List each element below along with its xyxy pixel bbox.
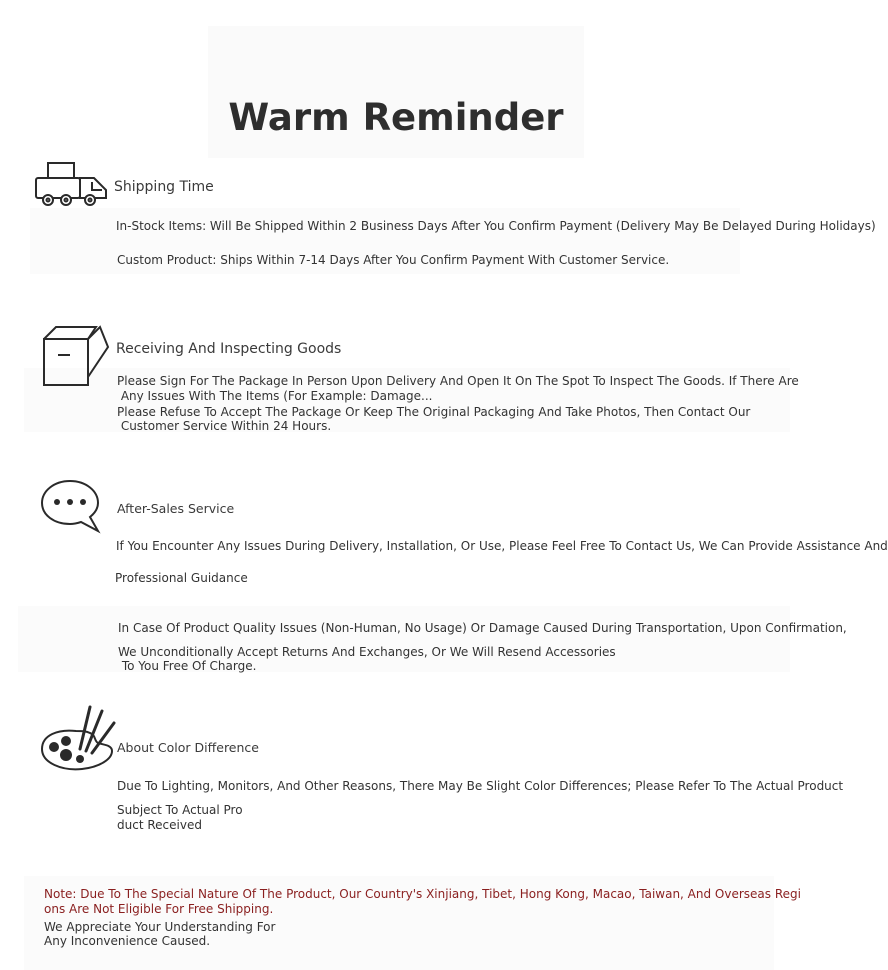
color-line-1: Due To Lighting, Monitors, And Other Reasons, There May Be Slight Color Differences; Please Refer To The Actual Product	[117, 779, 844, 793]
aftersales-line-2: Professional Guidance	[115, 571, 248, 585]
color-heading: About Color Difference	[117, 740, 259, 755]
shipping-line-2: Custom Product: Ships Within 7-14 Days After You Confirm Payment With Customer Service.	[117, 253, 670, 267]
shipping-line-1: In-Stock Items: Will Be Shipped Within 2 Business Days After You Confirm Payment (Delivery May Be Delayed During Holidays)	[116, 219, 876, 233]
color-line-3: duct Received	[117, 818, 202, 832]
aftersales-line-1: If You Encounter Any Issues During Delivery, Installation, Or Use, Please Feel Free To Contact Us, We Can Provide Assistance And	[116, 539, 888, 553]
note-line-2: ons Are Not Eligible For Free Shipping.	[44, 902, 274, 916]
truck-icon	[34, 160, 114, 208]
thanks-line-1: We Appreciate Your Understanding For	[44, 920, 276, 934]
receiving-line-1: Please Sign For The Package In Person Upon Delivery And Open It On The Spot To Inspect The Goods. If There Are	[117, 374, 799, 388]
receiving-heading: Receiving And Inspecting Goods	[116, 341, 342, 357]
chat-bubble-icon	[40, 479, 102, 533]
receiving-line-4: Customer Service Within 24 Hours.	[117, 419, 332, 433]
aftersales-line-3: In Case Of Product Quality Issues (Non-Human, No Usage) Or Damage Caused During Transportation, Upon Confirmation,	[118, 621, 847, 635]
receiving-line-3: Please Refuse To Accept The Package Or Keep The Original Packaging And Take Photos, Then Contact Our	[117, 405, 751, 419]
page-title: Warm Reminder	[228, 96, 564, 139]
package-box-icon	[42, 325, 110, 387]
title-panel	[208, 26, 584, 158]
aftersales-heading: After-Sales Service	[117, 501, 235, 516]
paint-palette-icon	[40, 703, 116, 773]
shipping-heading: Shipping Time	[114, 179, 214, 195]
thanks-line-2: Any Inconvenience Caused.	[44, 934, 211, 948]
color-line-2: Subject To Actual Pro	[117, 803, 243, 817]
aftersales-line-5: To You Free Of Charge.	[118, 659, 257, 673]
note-line-1: Note: Due To The Special Nature Of The Product, Our Country's Xinjiang, Tibet, Hong Kong, Macao, Taiwan, And Overseas Regi	[44, 887, 801, 901]
receiving-line-2: Any Issues With The Items (For Example: Damage...	[117, 389, 433, 403]
aftersales-line-4: We Unconditionally Accept Returns And Exchanges, Or We Will Resend Accessories	[118, 645, 616, 659]
